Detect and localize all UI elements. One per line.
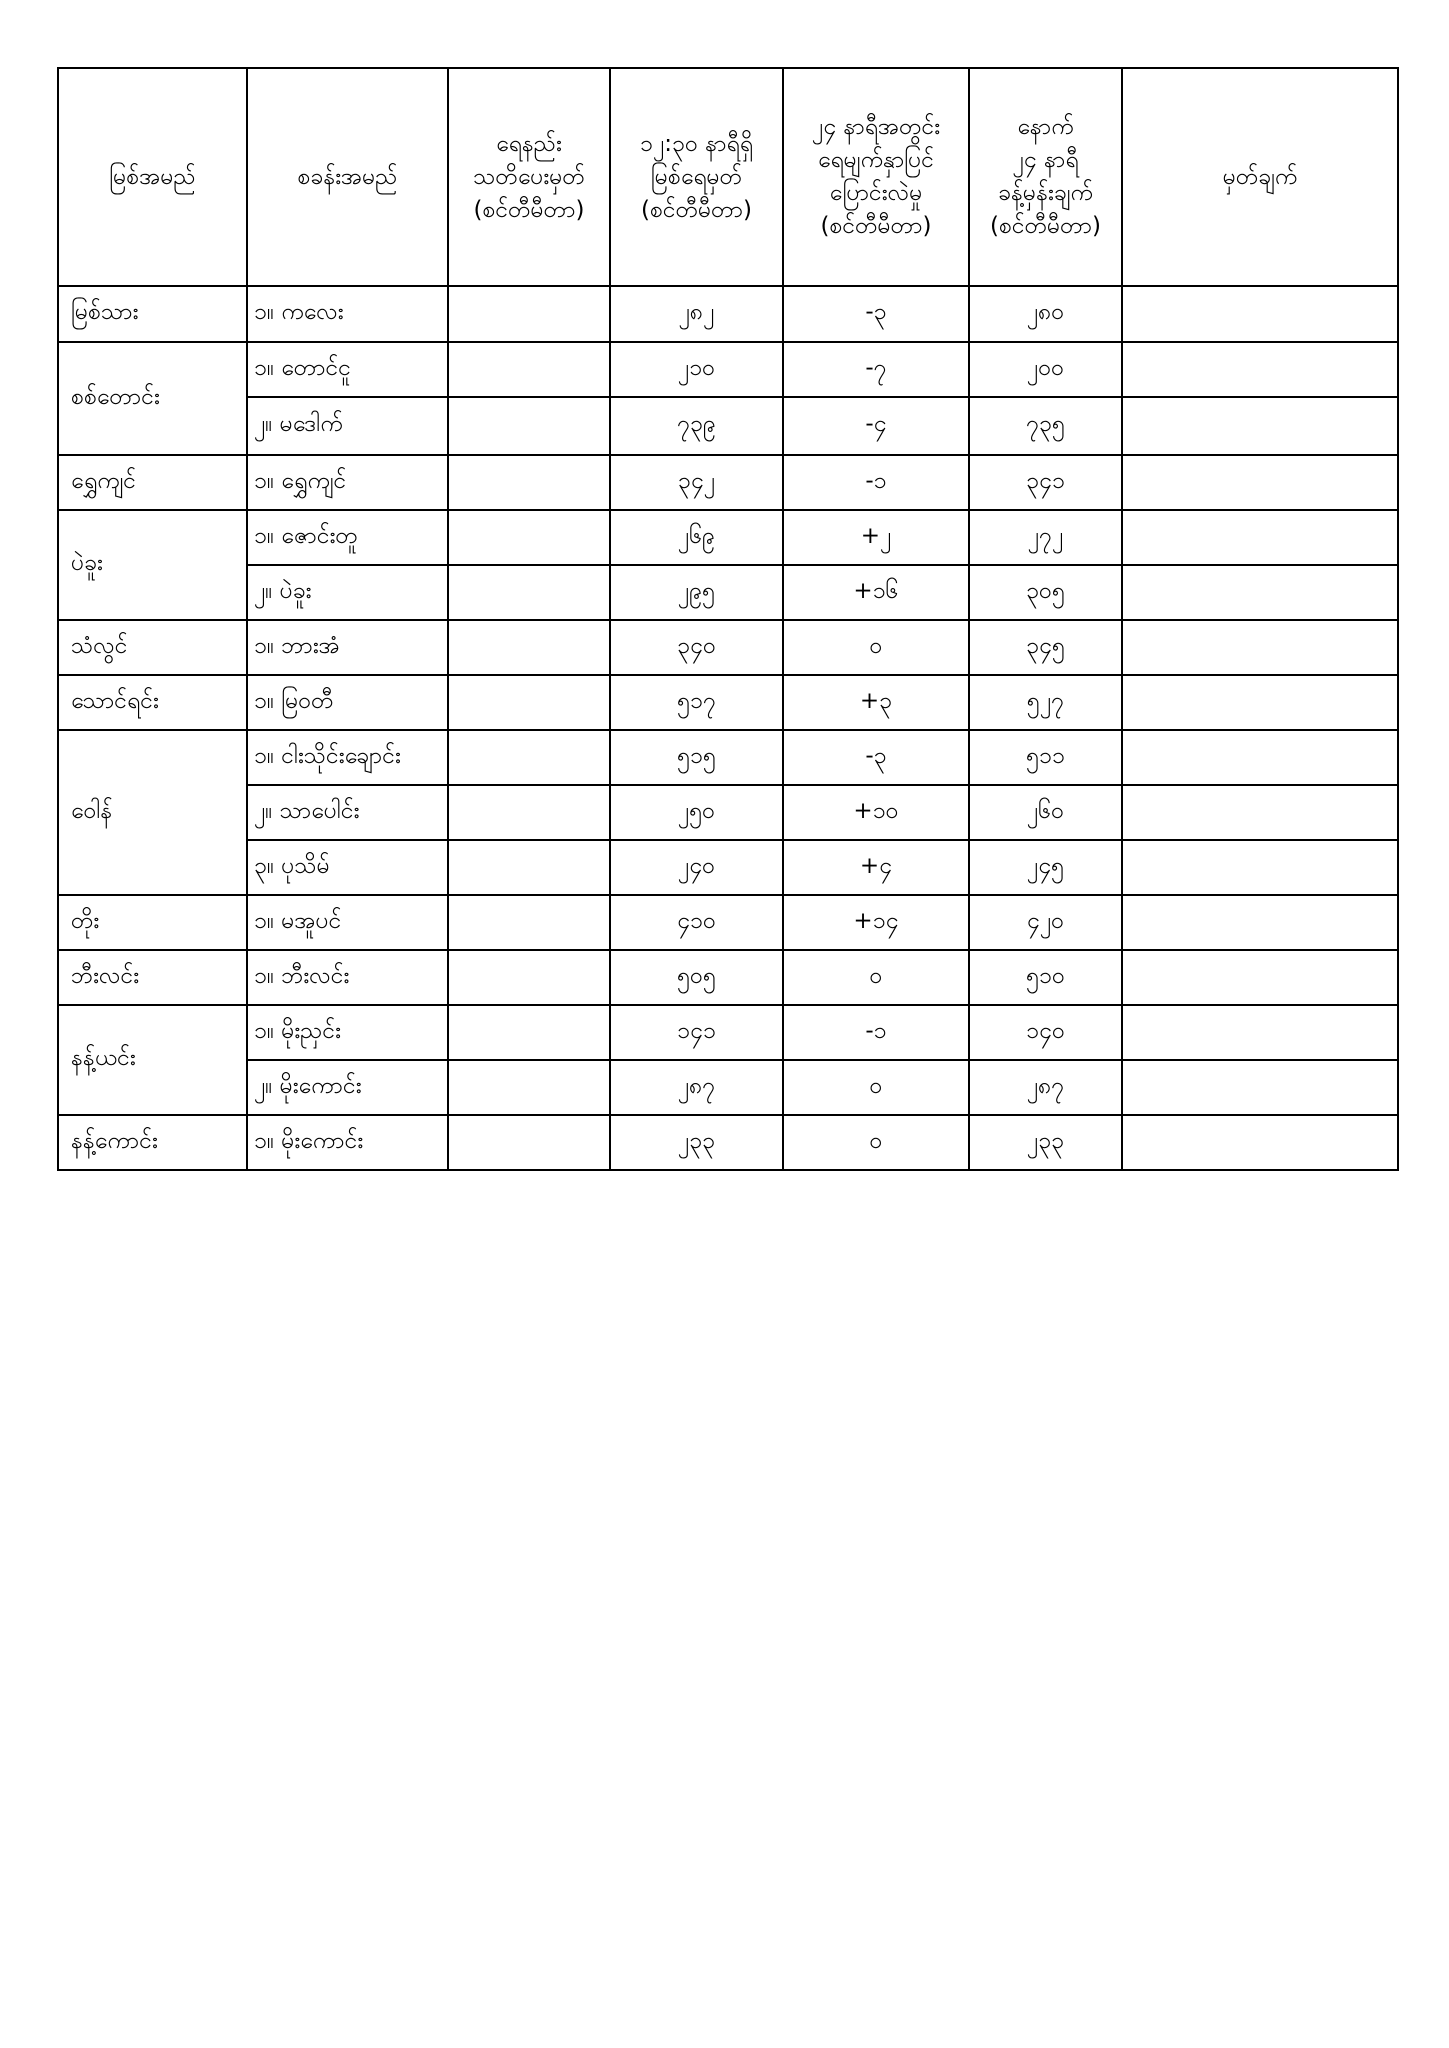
warning-level-cell xyxy=(448,510,610,565)
remark-cell xyxy=(1122,510,1398,565)
station-name-cell: ၂။ မိုးကောင်း xyxy=(247,1060,448,1115)
current-level-cell: ၁၄၁ xyxy=(610,1005,783,1060)
forecast-level-cell: ၃၄၁ xyxy=(969,455,1122,510)
level-change-cell: +၂ xyxy=(783,510,969,565)
level-change-cell: -၁ xyxy=(783,455,969,510)
forecast-level-cell: ၂၇၂ xyxy=(969,510,1122,565)
station-name-cell: ၁။ မြဝတီ xyxy=(247,675,448,730)
warning-level-cell xyxy=(448,950,610,1005)
header-station: စခန်းအမည် xyxy=(247,68,448,286)
level-change-cell: ၀ xyxy=(783,1060,969,1115)
warning-level-cell xyxy=(448,455,610,510)
header-warning-level: ရေနည်း သတိပေးမှတ် (စင်တီမီတာ) xyxy=(448,68,610,286)
station-name-cell: ၂။ ပဲခူး xyxy=(247,565,448,620)
header-river: မြစ်အမည် xyxy=(58,68,247,286)
warning-level-cell xyxy=(448,895,610,950)
warning-level-cell xyxy=(448,1060,610,1115)
current-level-cell: ၂၁၀ xyxy=(610,342,783,397)
station-name-cell: ၁။ မအူပင် xyxy=(247,895,448,950)
level-change-cell: -၁ xyxy=(783,1005,969,1060)
current-level-cell: ၂၃၃ xyxy=(610,1115,783,1170)
table-row xyxy=(58,510,1398,565)
table-row xyxy=(58,620,1398,675)
current-level-cell: ၂၉၅ xyxy=(610,565,783,620)
remark-cell xyxy=(1122,730,1398,785)
river-name-cell: ရွှေကျင် xyxy=(58,455,247,510)
current-level-cell: ၂၈၇ xyxy=(610,1060,783,1115)
table-row xyxy=(58,397,1398,455)
forecast-level-cell: ၂၃၃ xyxy=(969,1115,1122,1170)
level-change-cell: -၃ xyxy=(783,286,969,342)
remark-cell xyxy=(1122,785,1398,840)
current-level-cell: ၂၄၀ xyxy=(610,840,783,895)
current-level-cell: ၄၁၀ xyxy=(610,895,783,950)
forecast-level-cell: ၂၈၀ xyxy=(969,286,1122,342)
river-name-cell: မြစ်သား xyxy=(58,286,247,342)
remark-cell xyxy=(1122,565,1398,620)
table-row xyxy=(58,950,1398,1005)
table-row xyxy=(58,1060,1398,1115)
station-name-cell: ၁။ ဇောင်းတူ xyxy=(247,510,448,565)
current-level-cell: ၃၄၀ xyxy=(610,620,783,675)
current-level-cell: ၇၃၉ xyxy=(610,397,783,455)
table-row xyxy=(58,455,1398,510)
warning-level-cell xyxy=(448,397,610,455)
header-remarks: မှတ်ချက် xyxy=(1122,68,1398,286)
station-name-cell: ၁။ ဘားအံ xyxy=(247,620,448,675)
header-24h-change: ၂၄ နာရီအတွင်း ရေမျက်နှာပြင် ပြောင်းလဲမှု (စင်တီမီတာ) xyxy=(783,68,969,286)
forecast-level-cell: ၂၄၅ xyxy=(969,840,1122,895)
water-level-sheet xyxy=(57,67,1397,1171)
level-change-cell: ၀ xyxy=(783,620,969,675)
station-name-cell: ၁။ ဘီးလင်း xyxy=(247,950,448,1005)
level-change-cell: -၇ xyxy=(783,342,969,397)
current-level-cell: ၂၆၉ xyxy=(610,510,783,565)
station-name-cell: ၃။ ပုသိမ် xyxy=(247,840,448,895)
table-row xyxy=(58,1115,1398,1170)
remark-cell xyxy=(1122,342,1398,397)
warning-level-cell xyxy=(448,785,610,840)
water-level-table xyxy=(57,67,1399,1171)
table-row xyxy=(58,675,1398,730)
level-change-cell: +၁၄ xyxy=(783,895,969,950)
warning-level-cell xyxy=(448,620,610,675)
current-level-cell: ၅၁၅ xyxy=(610,730,783,785)
table-row xyxy=(58,730,1398,785)
river-name-cell: နန့်ကောင်း xyxy=(58,1115,247,1170)
river-name-cell: သောင်ရင်း xyxy=(58,675,247,730)
river-name-cell: ပဲခူး xyxy=(58,510,247,620)
table-row xyxy=(58,840,1398,895)
remark-cell xyxy=(1122,455,1398,510)
current-level-cell: ၃၄၂ xyxy=(610,455,783,510)
forecast-level-cell: ၁၄၀ xyxy=(969,1005,1122,1060)
warning-level-cell xyxy=(448,730,610,785)
table-row xyxy=(58,286,1398,342)
current-level-cell: ၂၅၀ xyxy=(610,785,783,840)
table-row xyxy=(58,1005,1398,1060)
station-name-cell: ၁။ မိုးကောင်း xyxy=(247,1115,448,1170)
warning-level-cell xyxy=(448,286,610,342)
table-row xyxy=(58,565,1398,620)
remark-cell xyxy=(1122,1115,1398,1170)
level-change-cell: -၄ xyxy=(783,397,969,455)
header-24h-forecast: နောက် ၂၄ နာရီ ခန့်မှန်းချက် (စင်တီမီတာ) xyxy=(969,68,1122,286)
forecast-level-cell: ၄၂၀ xyxy=(969,895,1122,950)
river-name-cell: တိုး xyxy=(58,895,247,950)
remark-cell xyxy=(1122,286,1398,342)
river-name-cell: ဝေါန် xyxy=(58,730,247,895)
forecast-level-cell: ၅၁၁ xyxy=(969,730,1122,785)
remark-cell xyxy=(1122,397,1398,455)
station-name-cell: ၂။ သာပေါင်း xyxy=(247,785,448,840)
station-name-cell: ၁။ ရွှေကျင် xyxy=(247,455,448,510)
level-change-cell: -၃ xyxy=(783,730,969,785)
forecast-level-cell: ၅၁၀ xyxy=(969,950,1122,1005)
forecast-level-cell: ၂၀၀ xyxy=(969,342,1122,397)
warning-level-cell xyxy=(448,840,610,895)
station-name-cell: ၁။ မိုးညှင်း xyxy=(247,1005,448,1060)
forecast-level-cell: ၃၀၅ xyxy=(969,565,1122,620)
station-name-cell: ၁။ ငါးသိုင်းချောင်း xyxy=(247,730,448,785)
level-change-cell: +၃ xyxy=(783,675,969,730)
forecast-level-cell: ၃၄၅ xyxy=(969,620,1122,675)
forecast-level-cell: ၂၈၇ xyxy=(969,1060,1122,1115)
river-name-cell: နန့်ယင်း xyxy=(58,1005,247,1115)
remark-cell xyxy=(1122,895,1398,950)
warning-level-cell xyxy=(448,675,610,730)
warning-level-cell xyxy=(448,1005,610,1060)
forecast-level-cell: ၅၂၇ xyxy=(969,675,1122,730)
level-change-cell: +၄ xyxy=(783,840,969,895)
level-change-cell: +၁၀ xyxy=(783,785,969,840)
table-row xyxy=(58,785,1398,840)
river-name-cell: စစ်တောင်း xyxy=(58,342,247,455)
river-name-cell: သံလွင် xyxy=(58,620,247,675)
remark-cell xyxy=(1122,1060,1398,1115)
station-name-cell: ၁။ ကလေး xyxy=(247,286,448,342)
current-level-cell: ၂၈၂ xyxy=(610,286,783,342)
level-change-cell: +၁၆ xyxy=(783,565,969,620)
forecast-level-cell: ၂၆၀ xyxy=(969,785,1122,840)
forecast-level-cell: ၇၃၅ xyxy=(969,397,1122,455)
warning-level-cell xyxy=(448,342,610,397)
current-level-cell: ၅၁၇ xyxy=(610,675,783,730)
remark-cell xyxy=(1122,620,1398,675)
level-change-cell: ၀ xyxy=(783,950,969,1005)
remark-cell xyxy=(1122,840,1398,895)
station-name-cell: ၂။ မဒေါက် xyxy=(247,397,448,455)
table-body xyxy=(58,286,1398,1170)
remark-cell xyxy=(1122,950,1398,1005)
level-change-cell: ၀ xyxy=(783,1115,969,1170)
header-current-level: ၁၂:၃၀ နာရီရှိ မြစ်ရေမှတ် (စင်တီမီတာ) xyxy=(610,68,783,286)
table-row xyxy=(58,342,1398,397)
river-name-cell: ဘီးလင်း xyxy=(58,950,247,1005)
current-level-cell: ၅၀၅ xyxy=(610,950,783,1005)
warning-level-cell xyxy=(448,1115,610,1170)
table-row xyxy=(58,895,1398,950)
remark-cell xyxy=(1122,675,1398,730)
station-name-cell: ၁။ တောင်ငူ xyxy=(247,342,448,397)
warning-level-cell xyxy=(448,565,610,620)
header-row xyxy=(58,68,1398,286)
remark-cell xyxy=(1122,1005,1398,1060)
